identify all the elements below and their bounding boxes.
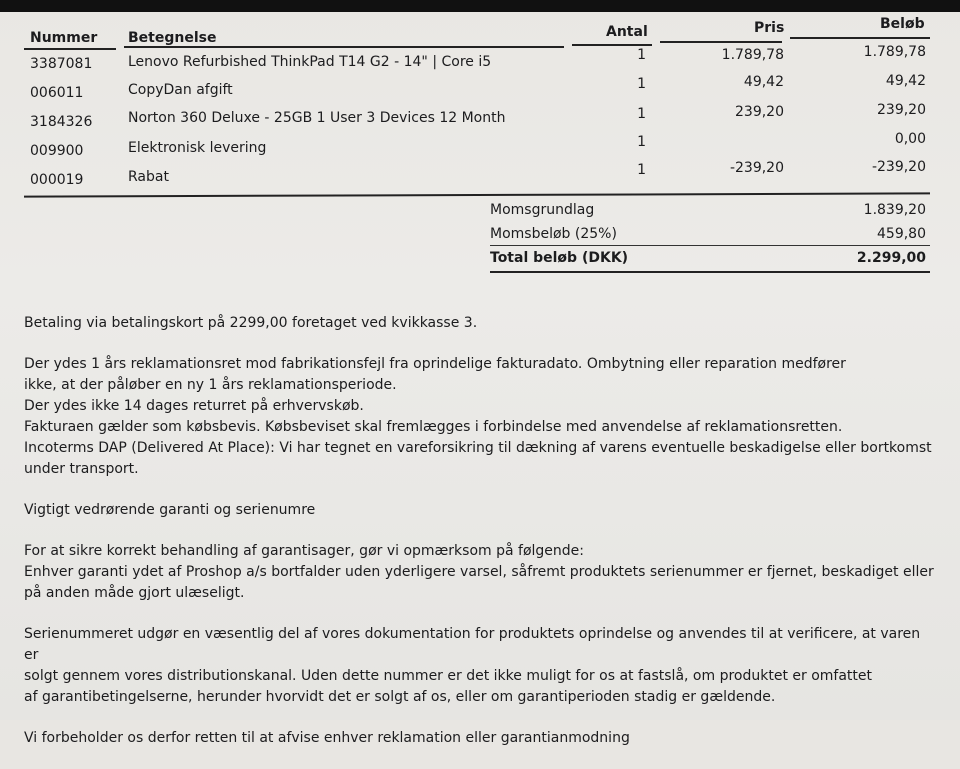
serial-line: For at sikre korrekt behandling af garantisager, gør vi opmærksom på følgende:: [24, 543, 584, 559]
item-description: CopyDan afgift: [128, 82, 233, 98]
header-price: Pris: [754, 20, 785, 36]
item-quantity: 1: [637, 47, 646, 63]
serial-heading: [24, 500, 934, 521]
documentation-paragraph: [24, 624, 934, 708]
table-row: [24, 102, 934, 137]
table-row: [24, 44, 934, 79]
warranty-line: Der ydes 1 års reklamationsret mod fabrikationsfejl fra oprindelige fakturadato. Ombytning eller reparation medfører: [24, 356, 846, 372]
reserve-paragraph: [24, 728, 934, 749]
table-row: [24, 73, 934, 108]
item-number: 3184326: [30, 114, 93, 130]
warranty-line: Der ydes ikke 14 dages returret på erhvervskøb.: [24, 398, 364, 414]
vat-base-label: Momsgrundlag: [490, 202, 595, 218]
serial-line: Enhver garanti ydet af Proshop a/s bortfalder uden yderligere varsel, såfremt produktets serienummer er fjernet, beskadiget eller: [24, 564, 934, 580]
item-amount: 1.789,78: [863, 44, 926, 60]
item-description: Rabat: [128, 169, 169, 185]
invoice-lines-table: [24, 10, 934, 195]
vat-base-value: 1.839,20: [863, 202, 926, 218]
warranty-paragraph: [24, 354, 934, 480]
item-number: 009900: [30, 143, 84, 159]
totals-row: [490, 198, 930, 222]
doc-line: solgt gennem vores distributionskanal. Uden dette nummer er det ikke muligt for os at fastslå, om produktet er omfattet: [24, 668, 872, 684]
total-value: 2.299,00: [856, 250, 926, 266]
total-row: [490, 246, 930, 270]
header-amount: Beløb: [880, 16, 925, 32]
header-description: Betegnelse: [128, 30, 217, 46]
item-number: 006011: [30, 85, 84, 101]
item-amount: 239,20: [877, 102, 926, 118]
item-quantity: 1: [637, 134, 646, 150]
warranty-line: Incoterms DAP (Delivered At Place): Vi har tegnet en vareforsikring til dækning af varens eventuelle beskadigelse eller bortkomst: [24, 440, 932, 456]
item-number: 000019: [30, 172, 84, 188]
serial-heading-text: Vigtigt vedrørende garanti og serienumre: [24, 502, 316, 518]
item-price: -239,20: [729, 160, 784, 176]
header-underline: [572, 44, 652, 46]
totals-block: [490, 198, 930, 270]
reserve-line: Vi forbeholder os derfor retten til at afvise enhver reklamation eller garantianmodning: [24, 730, 630, 746]
header-underline: [790, 37, 930, 39]
item-amount: 0,00: [894, 131, 926, 147]
table-header: [24, 10, 934, 50]
doc-line: af garantibetingelserne, herunder hvorvidt det er solgt af os, eller om garantiperioden stadig er gældende.: [24, 689, 776, 705]
header-underline: [660, 41, 782, 43]
item-price: 239,20: [735, 104, 784, 120]
terms-text: [24, 313, 934, 769]
warranty-line: under transport.: [24, 461, 139, 477]
item-description: Elektronisk levering: [128, 140, 267, 156]
item-price: 49,42: [743, 74, 784, 90]
header-quantity: Antal: [606, 24, 648, 40]
payment-text: Betaling via betalingskort på 2299,00 foretaget ved kvikkasse 3.: [24, 315, 478, 331]
item-amount: -239,20: [871, 159, 926, 175]
table-row: [24, 131, 934, 166]
item-description: Lenovo Refurbished ThinkPad T14 G2 - 14" | Core i5: [128, 54, 492, 70]
serial-line: på anden måde gjort ulæseligt.: [24, 585, 245, 601]
item-quantity: 1: [637, 76, 646, 92]
item-price: 1.789,78: [721, 47, 784, 63]
totals-row: [490, 222, 930, 246]
warranty-line: Fakturaen gælder som købsbevis. Købsbeviset skal fremlægges i forbindelse med anvendelse af reklamationsretten.: [24, 419, 843, 435]
header-underline: [124, 46, 564, 48]
serial-paragraph: [24, 541, 934, 604]
item-quantity: 1: [637, 162, 646, 178]
table-row: [24, 159, 934, 195]
vat-amount-value: 459,80: [877, 226, 926, 242]
payment-note: [24, 313, 934, 334]
item-quantity: 1: [637, 106, 646, 122]
doc-line: Serienummeret udgør en væsentlig del af vores dokumentation for produktets oprindelse og anvendes til at verificere, at varen er: [24, 626, 921, 663]
item-number: 3387081: [30, 56, 93, 72]
header-number: Nummer: [30, 30, 98, 46]
item-description: Norton 360 Deluxe - 25GB 1 User 3 Devices 12 Month: [128, 110, 506, 126]
warranty-line: ikke, at der påløber en ny 1 års reklamationsperiode.: [24, 377, 397, 393]
vat-amount-label: Momsbeløb (25%): [490, 226, 617, 242]
total-label: Total beløb (DKK): [490, 250, 629, 266]
item-amount: 49,42: [885, 73, 926, 89]
